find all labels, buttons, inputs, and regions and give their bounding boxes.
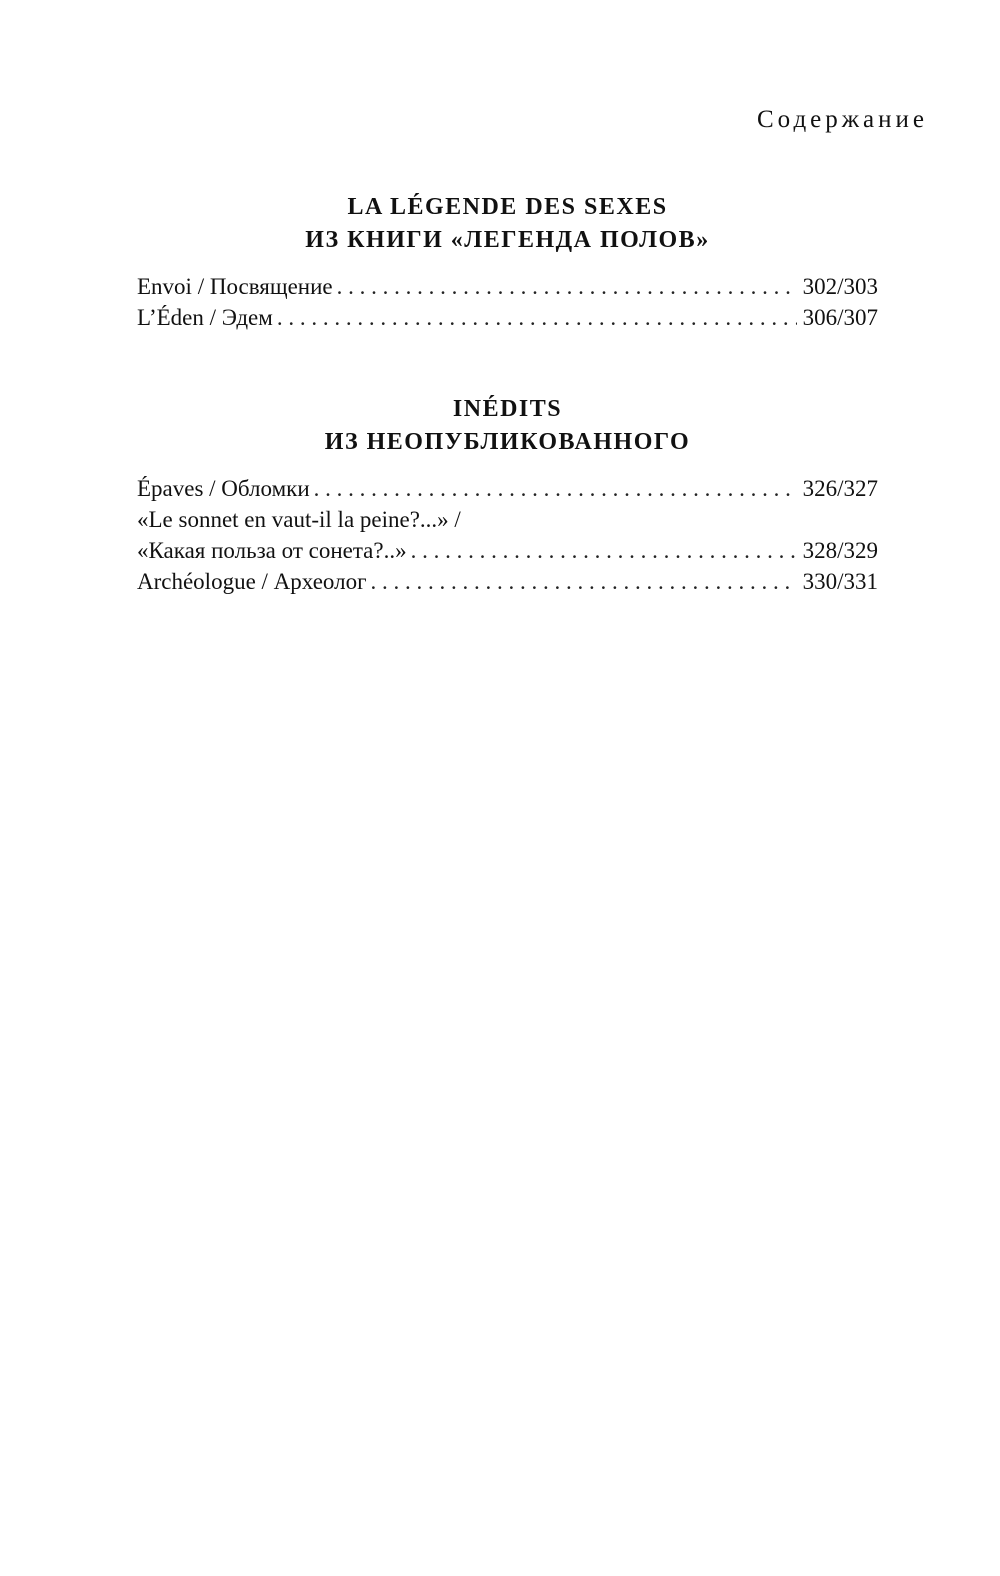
toc-list [137,473,878,597]
toc-entry-page: 326/327 [802,476,878,501]
toc-entry-page: 328/329 [802,538,878,563]
section-heading [137,191,878,257]
toc-section [137,191,878,333]
toc-entry-page: 302/303 [802,274,878,299]
toc-entry-title: «Какая польза от сонета?..» [137,538,407,563]
dot-leader [314,473,797,504]
section-heading [137,393,878,459]
section-heading-line: ИЗ НЕОПУБЛИКОВАННОГО [324,429,691,455]
toc-entry-page: 306/307 [802,305,878,330]
section-heading-line: INÉDITS [452,396,563,422]
toc-entry[interactable] [137,271,878,302]
toc-entry[interactable] [137,302,878,333]
toc-entry[interactable] [137,504,878,566]
toc-entry-title: Envoi / Посвящение [137,274,333,299]
toc-entry-page: 330/331 [802,569,878,594]
dot-leader [337,271,797,302]
dot-leader [411,535,797,566]
running-head: Содержание [757,106,928,133]
dot-leader [371,566,797,597]
dot-leader [277,302,797,333]
toc-entry-title: Épaves / Обломки [137,476,310,501]
toc-entry-title: L’Éden / Эдем [137,305,273,330]
toc-section [137,393,878,597]
toc-list [137,271,878,333]
toc-entry-title: Archéologue / Археолог [137,569,367,594]
toc-entry[interactable] [137,473,878,504]
toc-entry[interactable] [137,566,878,597]
section-heading-line: ИЗ КНИГИ «ЛЕГЕНДА ПОЛОВ» [305,227,710,253]
toc-entry-title-line: «Le sonnet en vaut-il la peine?...» / [137,507,461,532]
section-heading-line: LA LÉGENDE DES SEXES [347,194,668,220]
